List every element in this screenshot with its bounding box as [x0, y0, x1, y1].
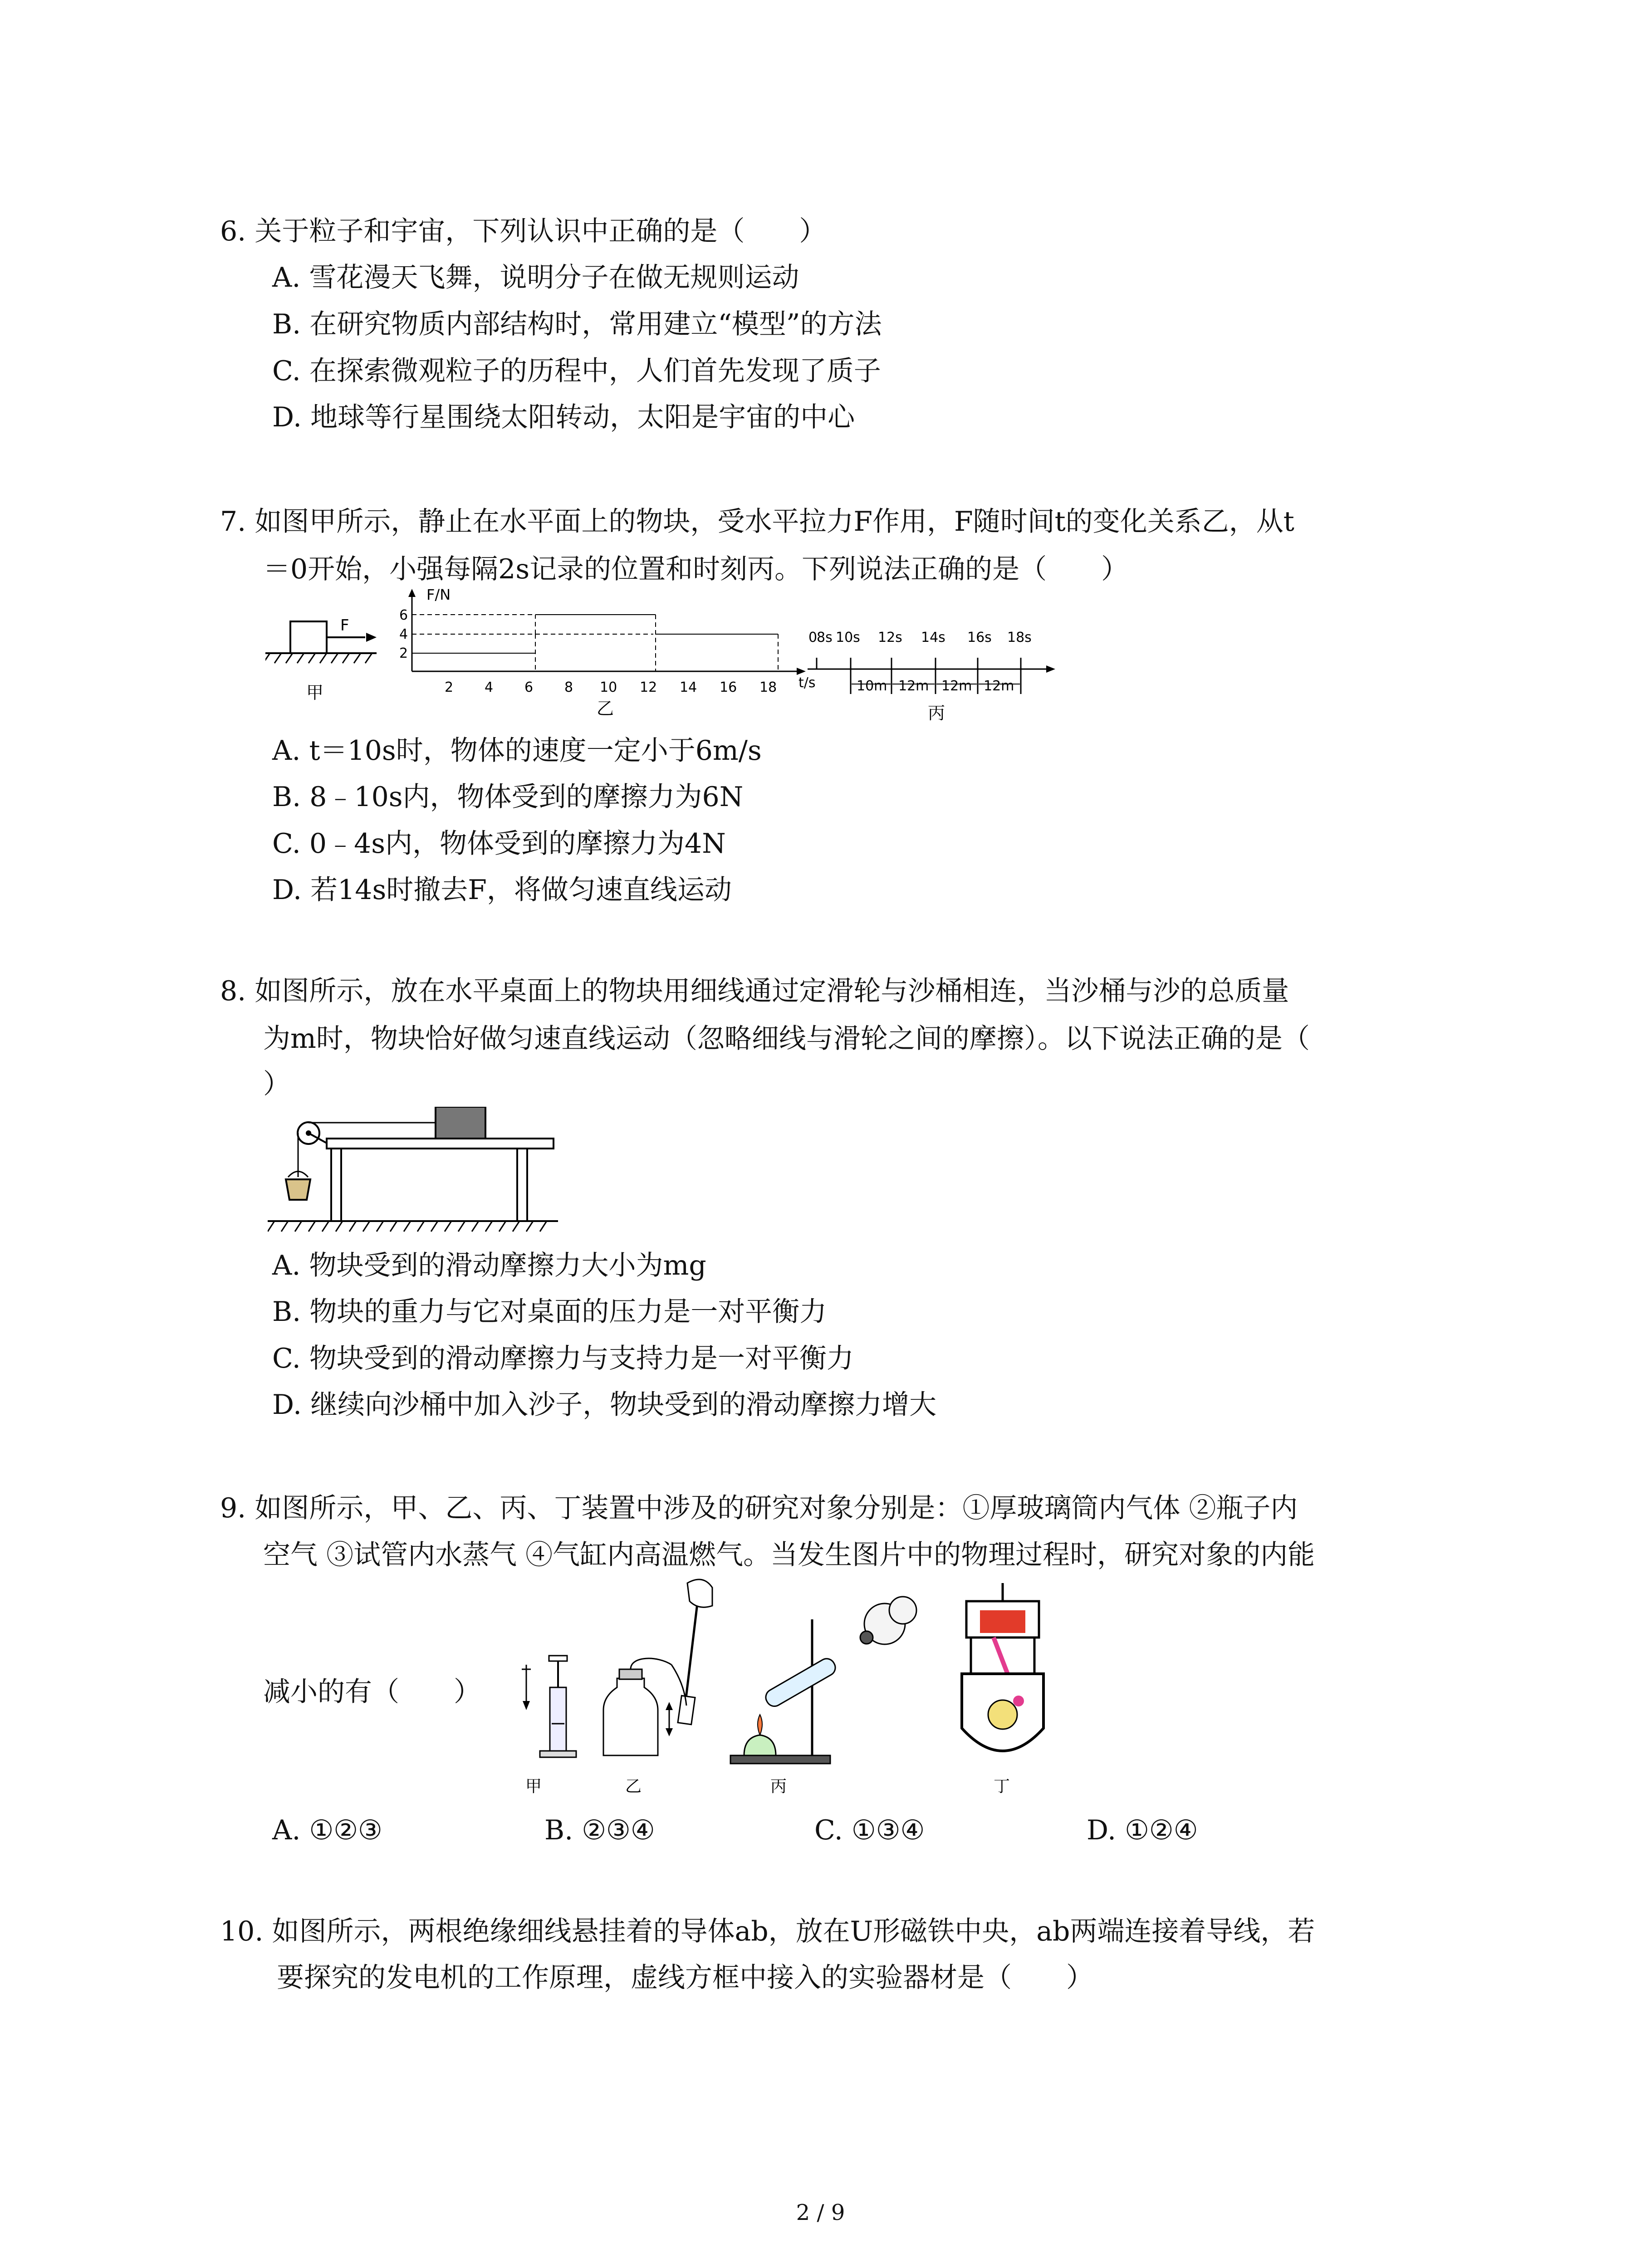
q7-bing-time: 0: [808, 630, 818, 645]
q7-bing-time: 18s: [1007, 630, 1032, 645]
q8-option-a: A. 物块受到的滑动摩擦力大小为mg: [272, 1250, 706, 1281]
q7-option-a: A. t＝10s时，物体的速度一定小于6m/s: [272, 735, 762, 767]
q6-option-b: B. 在研究物质内部结构时，常用建立“模型”的方法: [272, 308, 882, 340]
q8-stem-line3: ）: [263, 1068, 290, 1100]
q9-stem-line3: 减小的有（ ）: [263, 1676, 481, 1708]
q9-option-c: C. ①③④: [814, 1814, 925, 1846]
q10-stem-line2: 要探究的发电机的工作原理，虚线方框中接入的实验器材是（ ）: [277, 1962, 1093, 1994]
q7-yi-xtick: 6: [524, 679, 534, 695]
q9-caption-yi: 乙: [625, 1777, 642, 1796]
q9-caption-ding: 丁: [994, 1777, 1010, 1796]
q6-stem: 6. 关于粒子和宇宙，下列认识中正确的是（ ）: [220, 215, 827, 247]
q7-option-c: C. 0﹣4s内，物体受到的摩擦力为4N: [272, 828, 726, 860]
q7-yi-xtick: 14: [680, 679, 697, 695]
q6-option-d: D. 地球等行星围绕太阳转动，太阳是宇宙的中心: [272, 401, 855, 433]
q7-bing-caption: 丙: [928, 703, 945, 723]
q7-bing-distance: 12m: [941, 678, 972, 694]
q7-yi-caption: 乙: [597, 699, 614, 719]
q7-jia-force-label: F: [340, 616, 349, 635]
q9-option-b: B. ②③④: [544, 1814, 655, 1846]
q9-option-a: A. ①②③: [272, 1814, 382, 1846]
q8-figure-table-pulley: [268, 1107, 576, 1238]
q7-yi-xtick: 4: [485, 679, 494, 695]
q7-option-d: D. 若14s时撤去F，将做匀速直线运动: [272, 874, 732, 906]
q7-yi-xtick: 10: [600, 679, 617, 695]
q7-yi-xtick: 16: [720, 679, 737, 695]
q6-option-c: C. 在探索微观粒子的历程中，人们首先发现了质子: [272, 355, 881, 387]
q7-bing-time: 14s: [921, 630, 945, 645]
q9-device-yi: [603, 1579, 712, 1755]
q8-option-c: C. 物块受到的滑动摩擦力与支持力是一对平衡力: [272, 1343, 854, 1374]
page-number: 2 / 9: [796, 2200, 845, 2225]
q9-caption-jia: 甲: [525, 1777, 542, 1796]
q9-stem-line1: 9. 如图所示，甲、乙、丙、丁装置中涉及的研究对象分别是：①厚玻璃筒内气体 ②瓶子内: [220, 1492, 1298, 1524]
q8-option-b: B. 物块的重力与它对桌面的压力是一对平衡力: [272, 1296, 827, 1328]
q7-option-b: B. 8﹣10s内，物体受到的摩擦力为6N: [272, 781, 744, 813]
q9-option-d: D. ①②④: [1087, 1814, 1198, 1846]
q8-stem-line2: 为m时，物块恰好做匀速直线运动（忽略细线与滑轮之间的摩擦）。以下说法正确的是（: [263, 1023, 1310, 1055]
q7-bing-distance: 12m: [984, 678, 1014, 694]
q7-yi-ytick: 6: [399, 607, 408, 623]
q7-stem-line1: 7. 如图甲所示，静止在水平面上的物块，受水平拉力F作用，F随时间t的变化关系乙，从t: [220, 506, 1294, 538]
q7-bing-time: 16s: [967, 630, 992, 645]
q9-device-bing: [730, 1597, 916, 1764]
q8-stem-line1: 8. 如图所示，放在水平桌面上的物块用细线通过定滑轮与沙桶相连，当沙桶与沙的总质量: [220, 975, 1289, 1007]
q8-option-d: D. 继续向沙桶中加入沙子，物块受到的滑动摩擦力增大: [272, 1389, 937, 1421]
q7-bing-distance: 12m: [898, 678, 929, 694]
q7-yi-xtick: 18: [759, 679, 777, 695]
q9-device-ding: [962, 1583, 1043, 1751]
q7-yi-ylabel: F/N: [426, 586, 451, 603]
q10-stem-line1: 10. 如图所示，两根绝缘细线悬挂着的导体ab，放在U形磁铁中央，ab两端连接着导线，若: [220, 1916, 1315, 1947]
q7-bing-time: 12s: [878, 630, 902, 645]
q7-yi-ytick: 4: [399, 626, 408, 642]
q7-yi-xtick: 8: [564, 679, 573, 695]
q7-figure-bing: [808, 621, 1062, 730]
q9-caption-bing: 丙: [770, 1777, 787, 1796]
q7-figure-jia: [265, 608, 402, 726]
q7-yi-xtick: 12: [640, 679, 657, 695]
q7-jia-caption: 甲: [306, 683, 324, 703]
q7-yi-xlabel: t/s: [798, 675, 816, 691]
q9-device-jia: [522, 1656, 576, 1757]
q7-bing-distance: 10m: [857, 678, 887, 694]
q9-figure-devices: [508, 1574, 1157, 1828]
q7-stem-line2: ＝0开始，小强每隔2s记录的位置和时刻丙。下列说法正确的是（ ）: [263, 553, 1129, 585]
q7-yi-ytick: 2: [399, 645, 408, 661]
q7-bing-time: 10s: [836, 630, 860, 645]
q7-yi-xtick: 2: [445, 679, 454, 695]
q6-option-a: A. 雪花漫天飞舞，说明分子在做无规则运动: [272, 262, 799, 293]
q7-figure-yi: [390, 585, 826, 726]
q9-stem-line2: 空气 ③试管内水蒸气 ④气缸内高温燃气。当发生图片中的物理过程时，研究对象的内能: [263, 1539, 1315, 1571]
q7-bing-time: 8s: [817, 630, 833, 645]
